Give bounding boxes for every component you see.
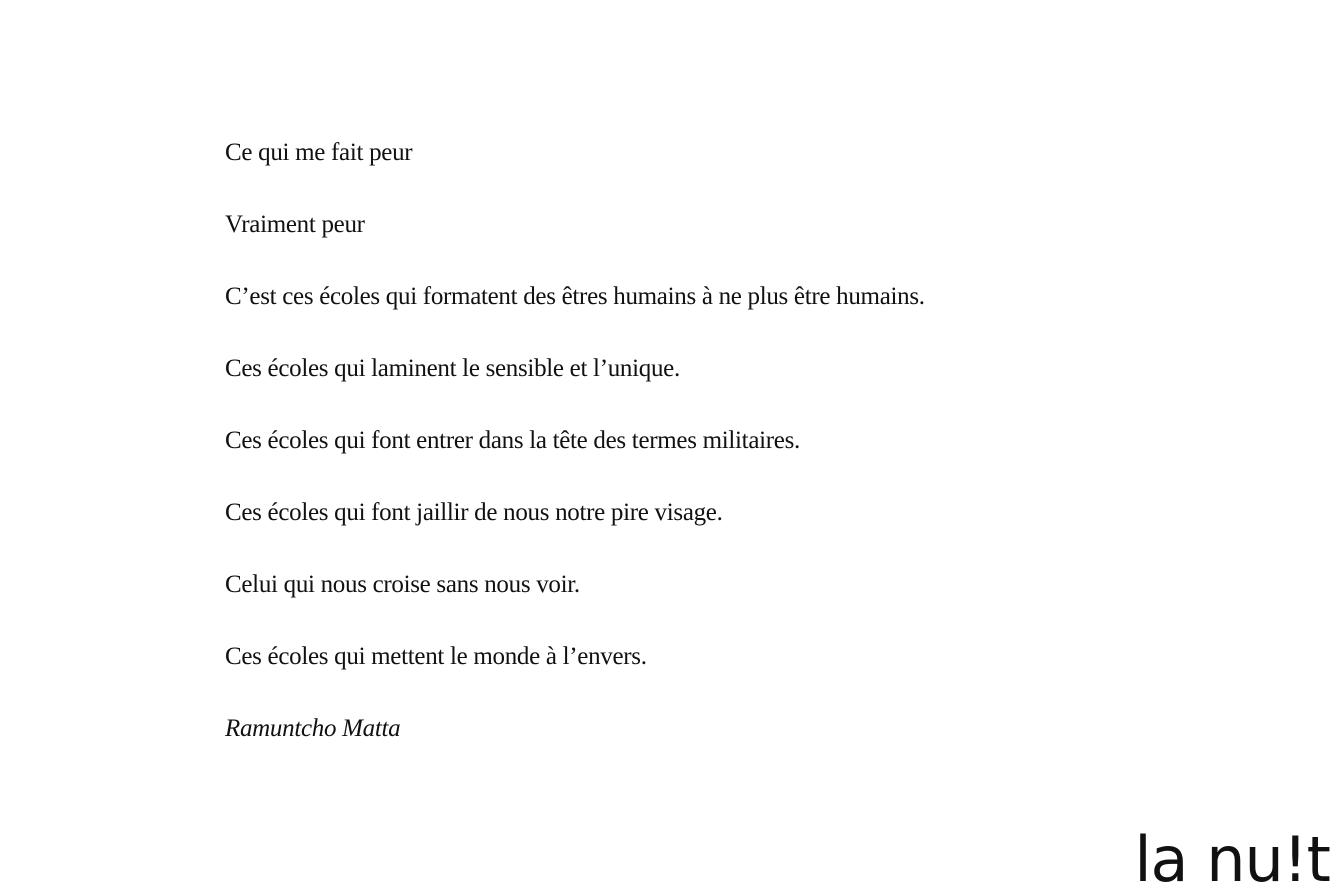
poem-line-8: Ces écoles qui mettent le monde à l’envers.	[225, 643, 647, 670]
poem-line-4: Ces écoles qui laminent le sensible et l’unique.	[225, 355, 680, 382]
poem-line-2: Vraiment peur	[225, 211, 365, 238]
poem	[225, 132, 1125, 750]
poem-line-5: Ces écoles qui font entrer dans la tête des termes militaires.	[225, 427, 800, 454]
poem-line-6: Ces écoles qui font jaillir de nous notre pire visage.	[225, 499, 723, 526]
brand-logo: la nu!t	[1134, 823, 1330, 896]
poem-line-1: Ce qui me fait peur	[225, 139, 413, 166]
poem-author: Ramuntcho Matta	[225, 715, 401, 742]
poem-line-7: Celui qui nous croise sans nous voir.	[225, 571, 580, 598]
poem-line-3: C’est ces écoles qui formatent des êtres humains à ne plus être humains.	[225, 283, 925, 310]
